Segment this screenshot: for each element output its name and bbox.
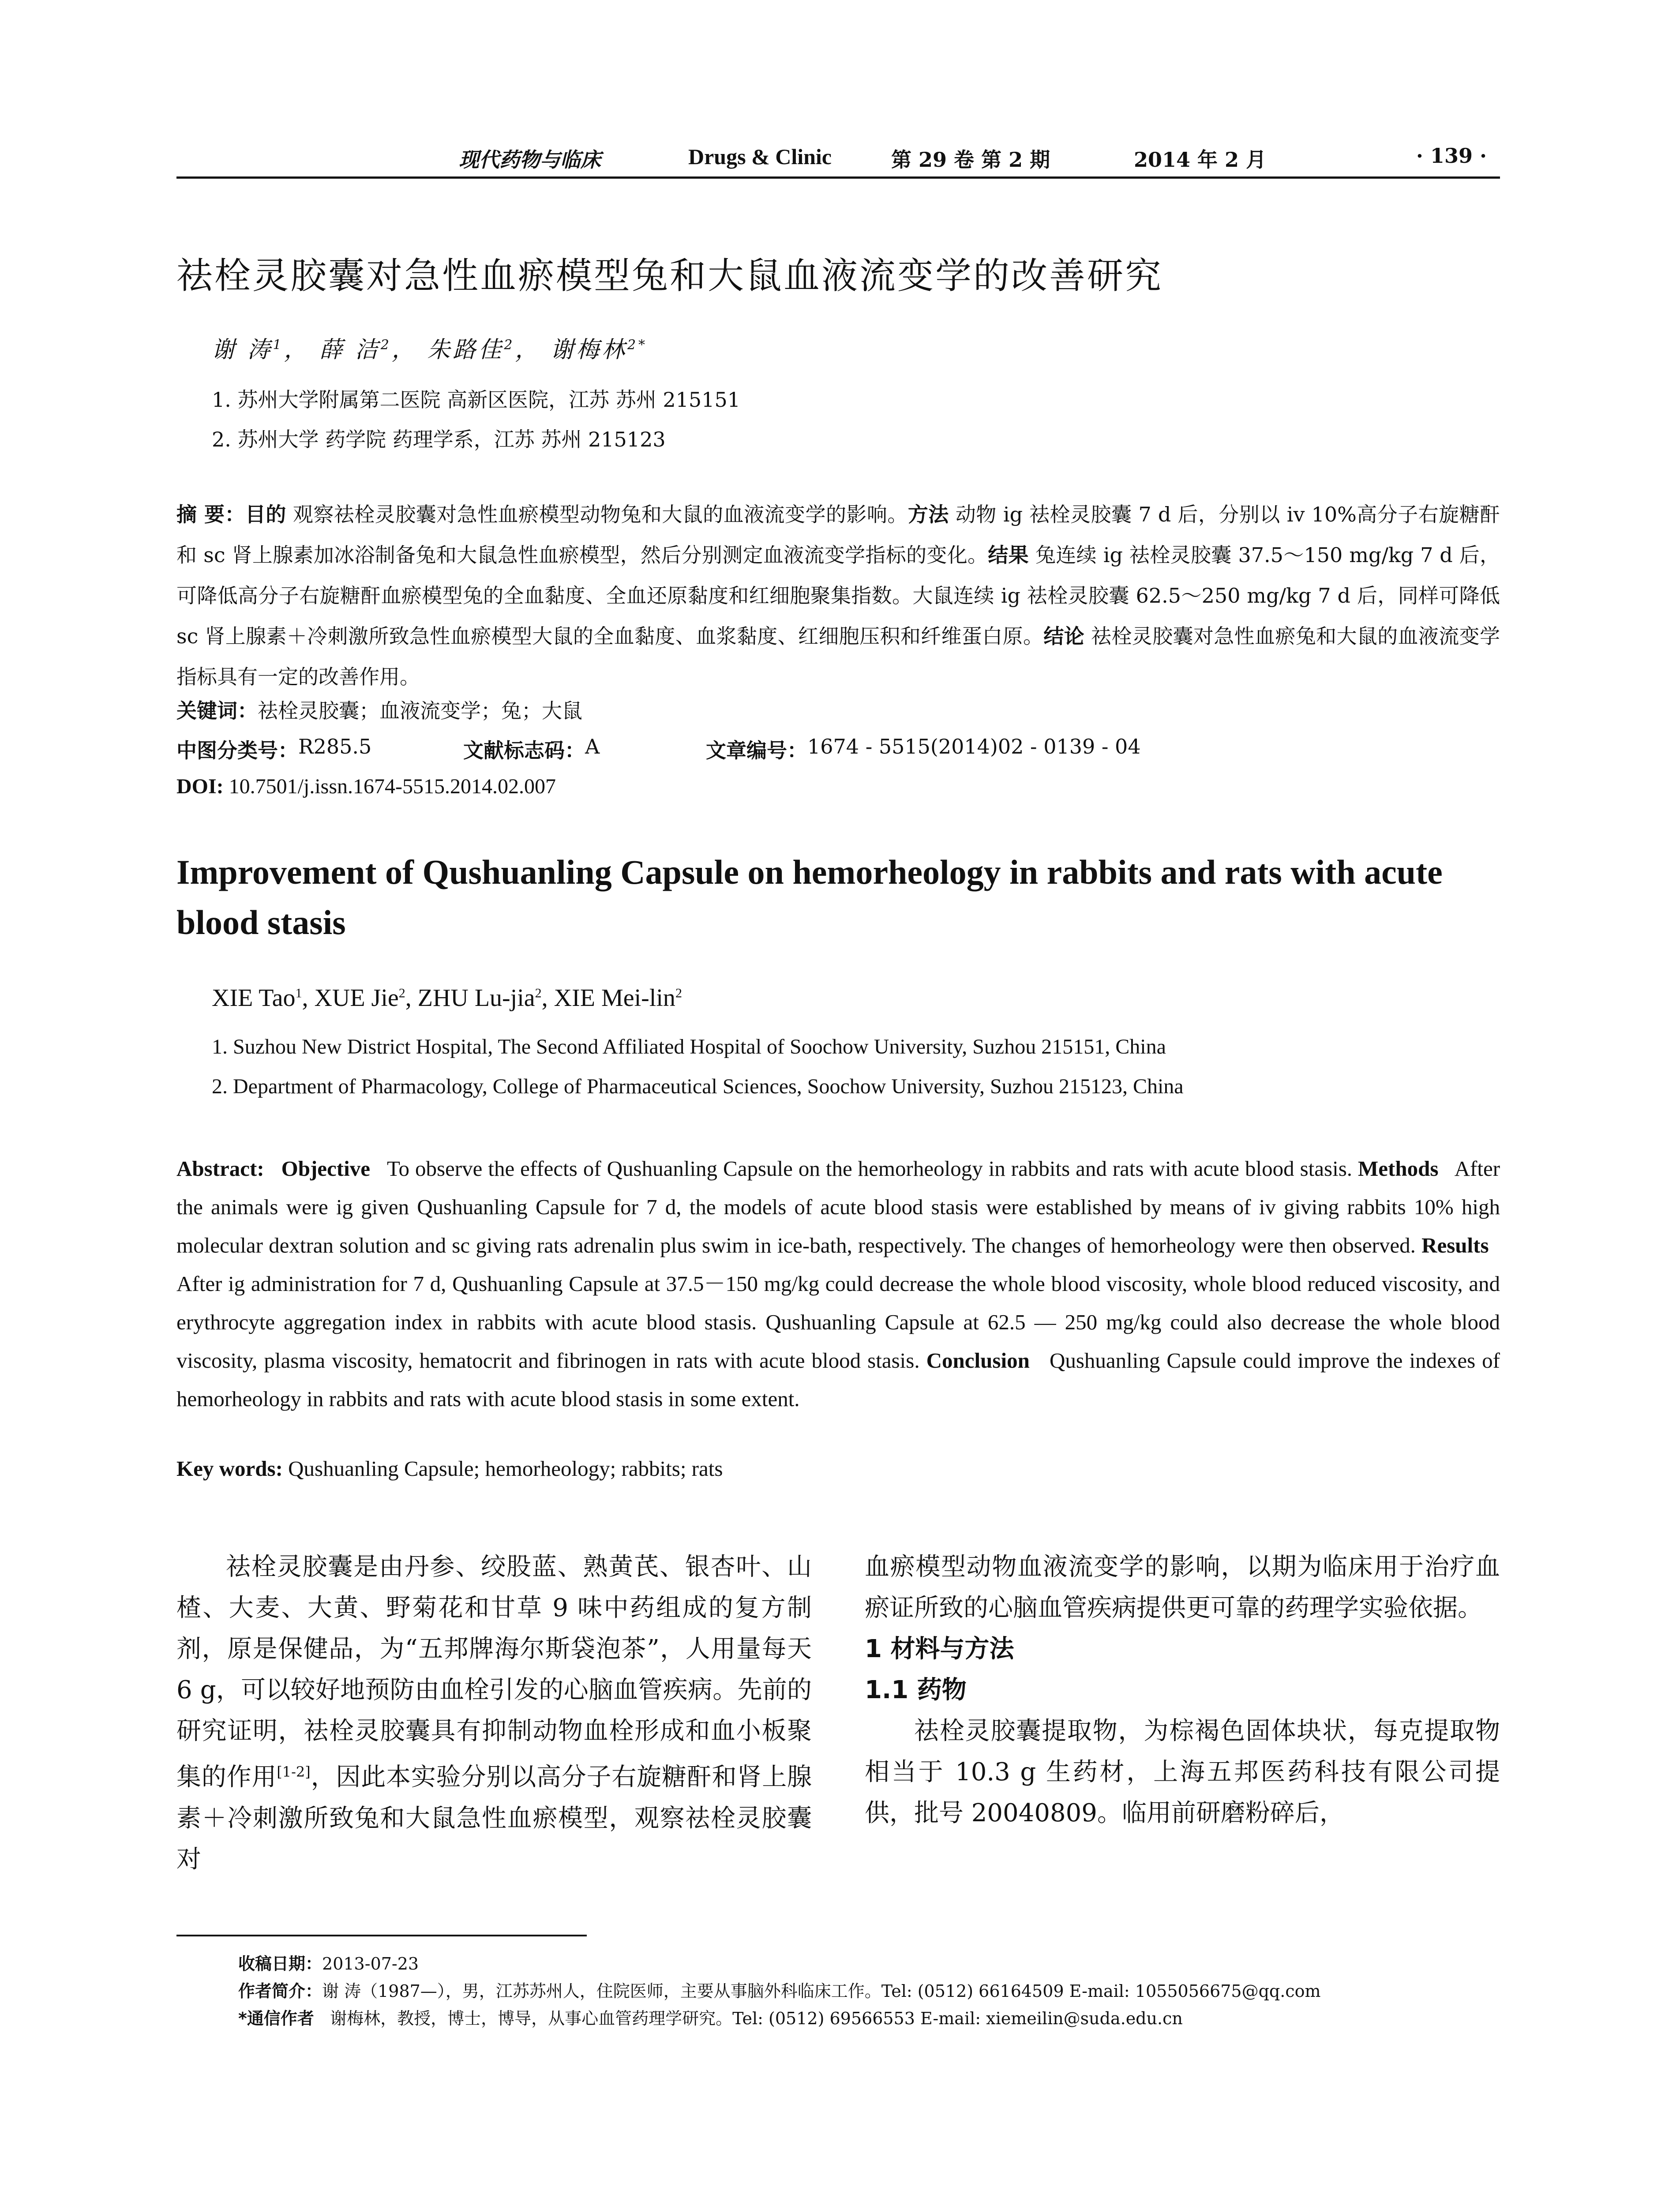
citation[interactable]: [1-2] xyxy=(277,1763,311,1780)
affiliation-cn-2: 2. 苏州大学 药学院 药理学系，江苏 苏州 215123 xyxy=(212,428,666,451)
article-number: 文章编号： 1674 - 5515(2014)02 - 0139 - 04 xyxy=(706,735,1141,762)
author-name: 谢 涛 xyxy=(212,337,273,363)
document-code: 文献标志码： A xyxy=(463,735,600,762)
footnote-rule xyxy=(176,1935,587,1936)
issue-date: 2014 年 2 月 xyxy=(1134,148,1267,172)
journal-name-cn: 现代药物与临床 xyxy=(459,148,601,172)
intro-paragraph-cont: 血瘀模型动物血液流变学的影响，以期为临床用于治疗血瘀证所致的心脑血管疾病提供更可靠的药理学实验依据。 xyxy=(865,1553,1500,1622)
clc-number: 中图分类号： R285.5 xyxy=(176,735,372,762)
section-heading: 1 材料与方法 xyxy=(865,1635,1014,1663)
received-date: 收稿日期：2013-07-23 xyxy=(238,1954,419,1973)
corresponding-author: *通信作者 谢梅林，教授，博士，博导，从事心血管药理学研究。Tel: (0512) 69566553 E-mail: xiemeilin@suda.edu.cn xyxy=(238,2009,1183,2028)
authors-en: XIE Tao$^1$, XUE Jie$^2$, ZHU Lu-jia$^2$, XIE Mei-lin$^2$ xyxy=(212,984,682,1012)
authors-cn: 谢 涛$^1$， 薛 洁$^2$， 朱路佳$^2$， 谢梅林$^{2*}$ xyxy=(212,337,648,363)
abstract-label: 摘 要： xyxy=(176,503,245,526)
keywords-cn: 关键词：祛栓灵胶囊；血液流变学；兔；大鼠 xyxy=(176,699,582,723)
journal-name-en: Drugs & Clinic xyxy=(688,144,832,169)
affiliation-cn-1: 1. 苏州大学附属第二医院 高新区医院，江苏 苏州 215151 xyxy=(212,388,740,412)
page-number: · 139 · xyxy=(1416,144,1487,168)
abstract-cn: 摘 要：目的 观察祛栓灵胶囊对急性血瘀模型动物兔和大鼠的血液流变学的影响。方法 动物 ig 祛栓灵胶囊 7 d 后，分别以 iv 10%高分子右旋糖酐和 sc 肾上腺素加冰浴制备兔和大鼠急性血瘀模型，然后分别测定血液流变学指标的变化。结果 兔连续 ig 祛栓灵胶囊 37.5～150 mg/kg 7 d 后，可降低高分子右旋糖酐血瘀模型兔的全血黏度、全血还原黏度和红细胞聚集指数。大鼠连续 ig 祛栓灵胶囊 62.5～250 mg/kg 7 d 后，同样可降低 sc 肾上腺素＋冷刺激所致急性血瘀模型大鼠的全血黏度、血浆黏度、红细胞压积和纤维蛋白原。结论 祛栓灵胶囊对急性血瘀兔和大鼠的血液流变学指标具有一定的改善作用。 xyxy=(176,503,1500,689)
subsection-heading: 1.1 药物 xyxy=(865,1676,967,1704)
body-column-left xyxy=(176,1546,812,1880)
footnotes xyxy=(238,1950,1500,2032)
author-name: 薛 洁 xyxy=(319,337,381,363)
drug-paragraph: 祛栓灵胶囊提取物，为棕褐色固体块状，每克提取物相当于 10.3 g 生药材，上海五邦医药科技有限公司提供，批号 20040809。临用前研磨粉碎后， xyxy=(865,1717,1500,1827)
affiliation-en-2: 2. Department of Pharmacology, College of Pharmaceutical Sciences, Soochow University, Suzhou 215123, China xyxy=(212,1075,1184,1098)
body-column-right xyxy=(865,1546,1500,1834)
affiliation-en-1: 1. Suzhou New District Hospital, The Second Affiliated Hospital of Soochow University, Suzhou 215151, China xyxy=(212,1035,1166,1058)
intro-paragraph: 祛栓灵胶囊是由丹参、绞股蓝、熟黄芪、银杏叶、山楂、大麦、大黄、野菊花和甘草 9 味中药组成的复方制剂，原是保健品，为“五邦牌海尔斯袋泡茶”，人用量每天 6 g，可以较好地预防由血栓引发的心脑血管疾病。先前的研究证明，祛栓灵胶囊具有抑制动物血栓形成和血小板聚集的作用[1-2]，因此本实验分别以高分子右旋糖酐和肾上腺素＋冷刺激所致兔和大鼠急性血瘀模型，观察祛栓灵胶囊对 xyxy=(176,1553,812,1874)
abstract-en: Abstract: Objective To observe the effects of Qushuanling Capsule on the hemorheology in rabbits and rats with acute blood stasis. Methods After the animals were ig given Qushuanling Capsule for 7 d, the models of acute blood stasis were established by means of iv giving rabbits 10% high molecular dextran solution and sc giving rats adrenalin plus swim in ice-bath, respectively. The changes of hemorheology were then observed. Results After ig administration for 7 d, Qushuanling Capsule at 37.5－150 mg/kg could decrease the whole blood viscosity, whole blood reduced viscosity, and erythrocyte aggregation index in rabbits with acute blood stasis. Qushuanling Capsule at 62.5 — 250 mg/kg could also decrease the whole blood viscosity, plasma viscosity, hematocrit and fibrinogen in rats with acute blood stasis. Conclusion Qushuanling Capsule could improve the indexes of hemorheology in rabbits and rats with acute blood stasis in some extent. xyxy=(176,1156,1500,1411)
running-header xyxy=(176,140,1500,176)
author-name: 朱路佳 xyxy=(427,337,504,363)
title-en: Improvement of Qushuanling Capsule on hemorheology in rabbits and rats with acute blood stasis xyxy=(176,853,1443,942)
header-rule xyxy=(176,176,1500,179)
keywords-en: Key words: Qushuanling Capsule; hemorheology; rabbits; rats xyxy=(176,1456,723,1481)
title-cn: 祛栓灵胶囊对急性血瘀模型兔和大鼠血液流变学的改善研究 xyxy=(176,255,1163,297)
author-name: 谢梅林 xyxy=(550,337,627,363)
author-bio: 作者简介：谢 涛（1987—），男，江苏苏州人，住院医师，主要从事脑外科临床工作。Tel: (0512) 66164509 E-mail: 1055056675@qq.com xyxy=(238,1981,1321,2001)
doi[interactable]: DOI: 10.7501/j.issn.1674-5515.2014.02.007 xyxy=(176,775,556,798)
abstract-label: Abstract: xyxy=(176,1156,264,1181)
volume-issue: 第 29 卷 第 2 期 xyxy=(891,148,1050,172)
